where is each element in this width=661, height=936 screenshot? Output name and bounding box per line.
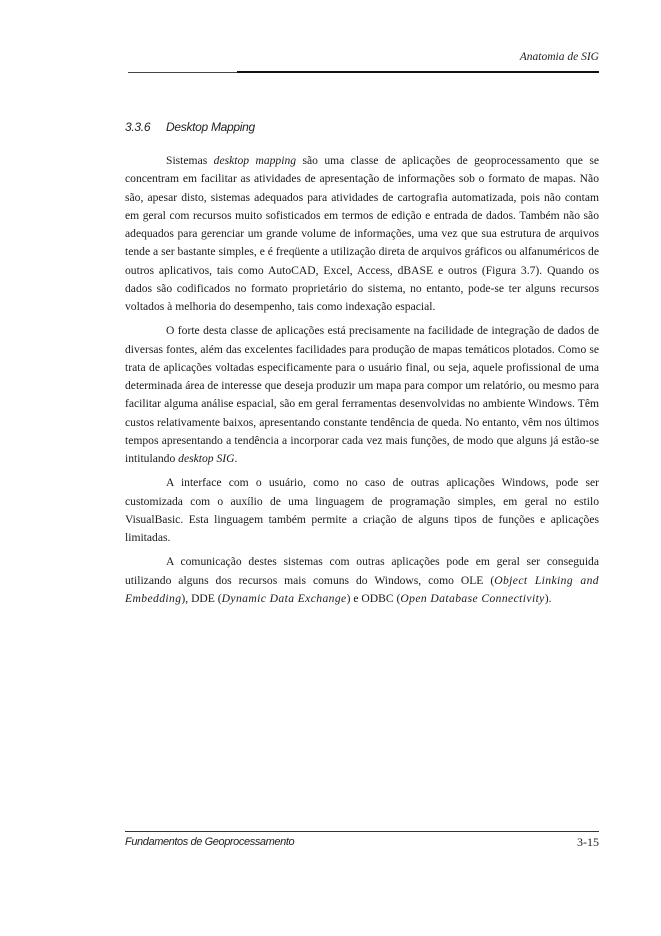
section-number: 3.3.6 xyxy=(125,120,151,134)
p2-text-a: O forte desta classe de aplicações está precisamente na facilidade de integração de dados de diversas fontes, além das excelentes facilidades para produção de mapas temáticos plotados. Como se trata de aplicações voltadas especificamente para o usuário final, ou seja, aquele profissional de uma determinada área de interesse que deseja produzir um mapa para compor um relatório, ou mesmo para facilitar alguma análise espacial, são em geral ferramentas desenvolvidas no ambiente Windows. Têm custos relativamente baixos, apresentando constante tendência de queda. No entanto, vêm nos últimos tempos apresentando a tendência a incorporar cada vez mais funções, de modo que alguns já estão-se intitulando xyxy=(125,324,599,465)
page-number: 3-15 xyxy=(577,835,599,849)
p4-text-g: ). xyxy=(544,591,552,605)
p4-emphasis-dde: Dynamic Data Exchange xyxy=(221,591,347,605)
body-text xyxy=(125,152,599,614)
paragraph-1 xyxy=(125,152,599,316)
p4-emphasis-ole: Object Linking and Embedding xyxy=(125,573,599,605)
header-rule-thick xyxy=(237,71,599,73)
p4-text-e: ) e ODBC ( xyxy=(346,591,401,605)
p2-text-c: . xyxy=(234,452,238,465)
paragraph-2 xyxy=(125,322,599,468)
p2-emphasis: desktop SIG xyxy=(178,452,235,465)
p4-emphasis-odbc: Open Database Connectivity xyxy=(400,591,545,605)
p4-text-c: ), DDE ( xyxy=(181,591,222,605)
header-rule xyxy=(128,72,238,73)
section-heading xyxy=(125,120,255,134)
p1-text-c: são uma classe de aplicações de geoprocessamento que se concentram em facilitar as atividades de apresentação de informações sob o formato de mapas. Não são, apesar disto, sistemas adequados para atividades de cartografia automatizada, pois não contam em geral com recursos muito sofisticados em termos de edição e entrada de dados. Também não são adequados para gerenciar um grande volume de informações, uma vez que sua estrutura de arquivos tende a ser bastante simples, e é freqüente a utilização direta de arquivos gráficos ou alfanuméricos de outros aplicativos, tais como AutoCAD, Excel, Access, dBASE e outros (Figura 3.7). Quando os dados são codificados no formato proprietário do sistema, no entanto, pode-se ter alguns recursos voltados à melhoria do desempenho, tais como indexação espacial. xyxy=(125,154,599,313)
paragraph-4 xyxy=(125,553,599,608)
footer-rule xyxy=(125,831,599,832)
p4-text-a: A comunicação destes sistemas com outras aplicações pode em geral ser conseguida utilizando alguns dos recursos mais comuns do Windows, como OLE ( xyxy=(125,555,599,587)
footer-book-title: Fundamentos de Geoprocessamento xyxy=(125,836,295,848)
paragraph-3: A interface com o usuário, como no caso de outras aplicações Windows, pode ser customizada com o auxílio de uma linguagem de programação simples, em geral no estilo VisualBasic. Esta linguagem também permite a criação de alguns tipos de funções e aplicações limitadas. xyxy=(125,476,599,544)
running-header: Anatomia de SIG xyxy=(519,51,599,63)
section-title: Desktop Mapping xyxy=(166,120,255,134)
p1-text-a: Sistemas xyxy=(166,154,214,167)
p1-emphasis: desktop mapping xyxy=(213,154,297,167)
